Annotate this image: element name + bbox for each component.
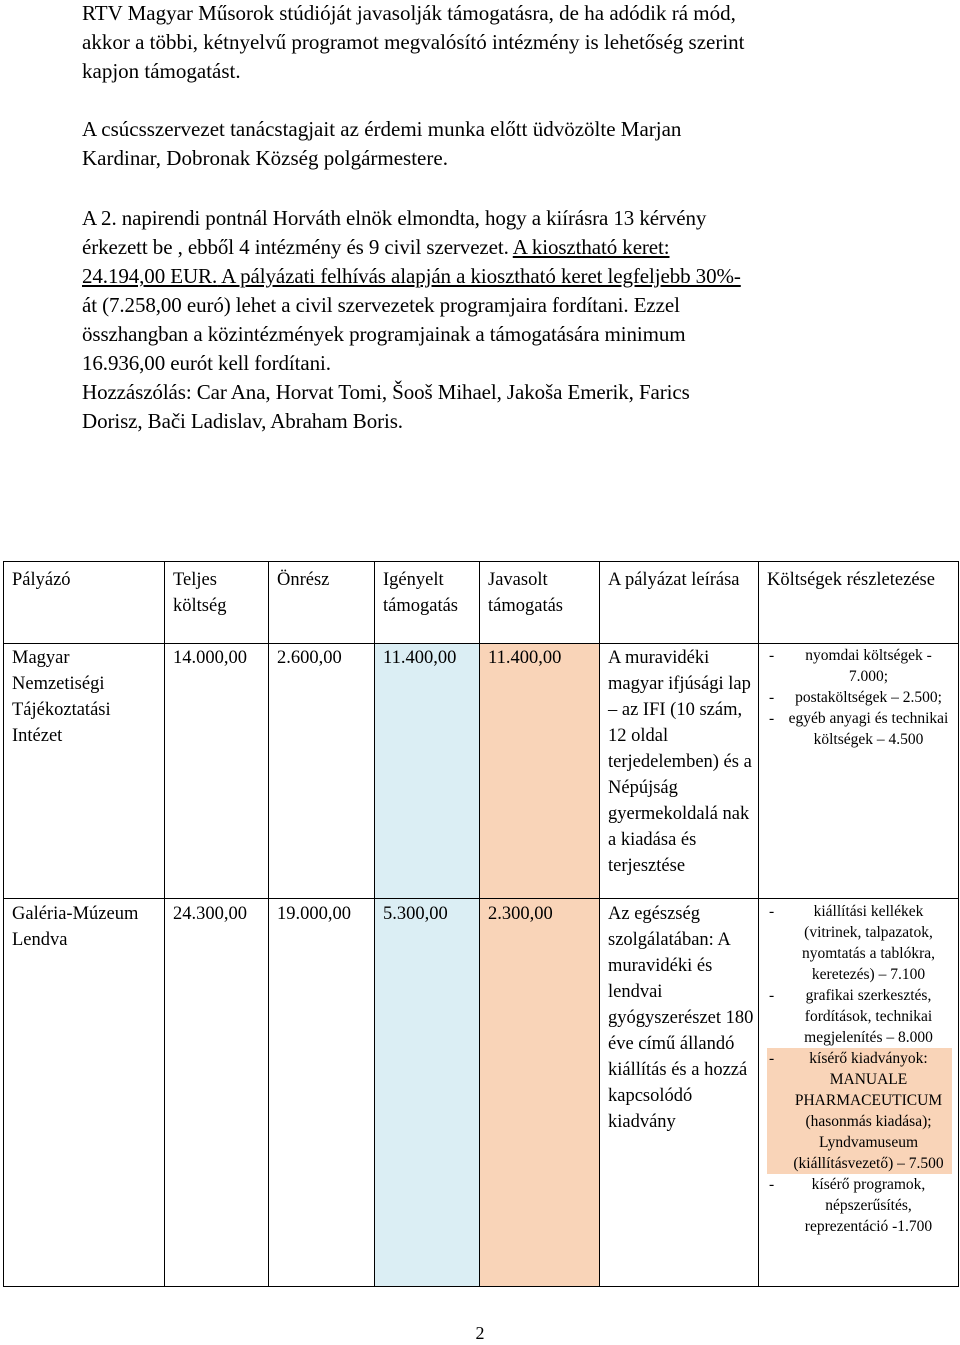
paragraph-3: [82, 204, 932, 436]
table-header-row: [4, 562, 959, 644]
text-line: összhangban a közintézmények programjainak a támogatására minimum: [82, 322, 686, 346]
page-number: 2: [475, 1323, 485, 1343]
text-line: A csúcsszervezet tanácstagjait az érdemi munka előtt üdvözölte Marjan: [82, 117, 682, 141]
paragraph-1: [82, 0, 932, 86]
list-item-highlighted: - kísérő kiadványok: MANUALE PHARMACEUTICUM (hasonmás kiadása); Lyndvamuseum (kiállításvezető) – 7.500: [767, 1048, 952, 1174]
own-contribution-cell: 19.000,00: [269, 899, 375, 1287]
cost-details-list: [759, 901, 958, 1237]
text-line: kapjon támogatást.: [82, 59, 241, 83]
cost-details-cell: [759, 899, 959, 1287]
proposed-support-cell: 11.400,00: [480, 644, 600, 899]
header-cell: Önrész: [269, 562, 375, 644]
description-cell: Az egészség szolgálatában: A muravidéki és lendvai gyógyszerészet 180 éve című állandó kiállítás és a hozzá kapcsolódó kiadvány: [600, 899, 759, 1287]
own-contribution-cell: 2.600,00: [269, 644, 375, 899]
text-line: át (7.258,00 euró) lehet a civil szervezetek programjaira fordítani. Ezzel: [82, 293, 680, 317]
total-cost-cell: 24.300,00: [165, 899, 269, 1287]
underlined-budget-amount: 24.194,00 EUR.: [82, 264, 218, 288]
text-line: A 2. napirendi pontnál Horváth elnök elmondta, hogy a kiírásra 13 kérvény: [82, 206, 707, 230]
paragraph-2: [82, 115, 932, 173]
header-cell: A pályázat leírása: [600, 562, 759, 644]
header-cell: Javasolt támogatás: [480, 562, 600, 644]
table-row: [4, 644, 959, 899]
header-cell: Igényelt támogatás: [375, 562, 480, 644]
total-cost-cell: 14.000,00: [165, 644, 269, 899]
list-item: - kiállítási kellékek (vitrinek, talpazatok, nyomtatás a tablókra, keretezés) – 7.100: [767, 901, 952, 985]
header-cell: Költségek részletezése: [759, 562, 959, 644]
cost-details-cell: [759, 644, 959, 899]
text-line: [82, 233, 932, 262]
text-line: Hozzászólás: Car Ana, Horvat Tomi, Šooš Mihael, Jakoša Emerik, Farics: [82, 380, 690, 404]
list-item: - nyomdai költségek - 7.000;: [767, 645, 952, 687]
requested-support-cell: 5.300,00: [375, 899, 480, 1287]
proposed-support-cell: 2.300,00: [480, 899, 600, 1287]
applicant-cell: Magyar Nemzetiségi Tájékoztatási Intézet: [4, 644, 165, 899]
text-line: 16.936,00 eurót kell fordítani.: [82, 351, 331, 375]
description-cell: A muravidéki magyar ifjúsági lap – az IFI (10 szám, 12 oldal terjedelemben) és a Népújság gyermekoldalá nak a kiadása és terjesztése: [600, 644, 759, 899]
text-line: Kardinar, Dobronak Község polgármestere.: [82, 146, 448, 170]
list-item: - egyéb anyagi és technikai költségek – 4.500: [767, 708, 952, 750]
header-cell: Teljes költség: [165, 562, 269, 644]
minutes-text: [82, 0, 932, 436]
text-line: RTV Magyar Műsorok stúdióját javasolják támogatásra, de ha adódik rá mód,: [82, 1, 736, 25]
list-item: - postaköltségek – 2.500;: [767, 687, 952, 708]
text-line: akkor a többi, kétnyelvű programot megvalósító intézmény is lehetőség szerint: [82, 30, 745, 54]
applicant-cell: Galéria-Múzeum Lendva: [4, 899, 165, 1287]
text-line: Dorisz, Bači Ladislav, Abraham Boris.: [82, 409, 403, 433]
header-cell: Pályázó: [4, 562, 165, 644]
cost-details-list: [759, 645, 958, 750]
underlined-text-run: A pályázati felhívás alapján a kiosztható keret legfeljebb 30%-: [217, 264, 741, 288]
list-item: - kísérő programok, népszerűsítés, reprezentáció -1.700: [767, 1174, 952, 1237]
text-line: [82, 262, 932, 291]
list-item: - grafikai szerkesztés, fordítások, technikai megjelenítés – 8.000: [767, 985, 952, 1048]
text-run: érkezett be , ebből 4 intézmény és 9 civil szervezet.: [82, 235, 513, 259]
table-row: [4, 899, 959, 1287]
grant-table: [3, 561, 959, 1287]
requested-support-cell: 11.400,00: [375, 644, 480, 899]
underlined-budget-label: A kiosztható keret:: [512, 235, 670, 259]
